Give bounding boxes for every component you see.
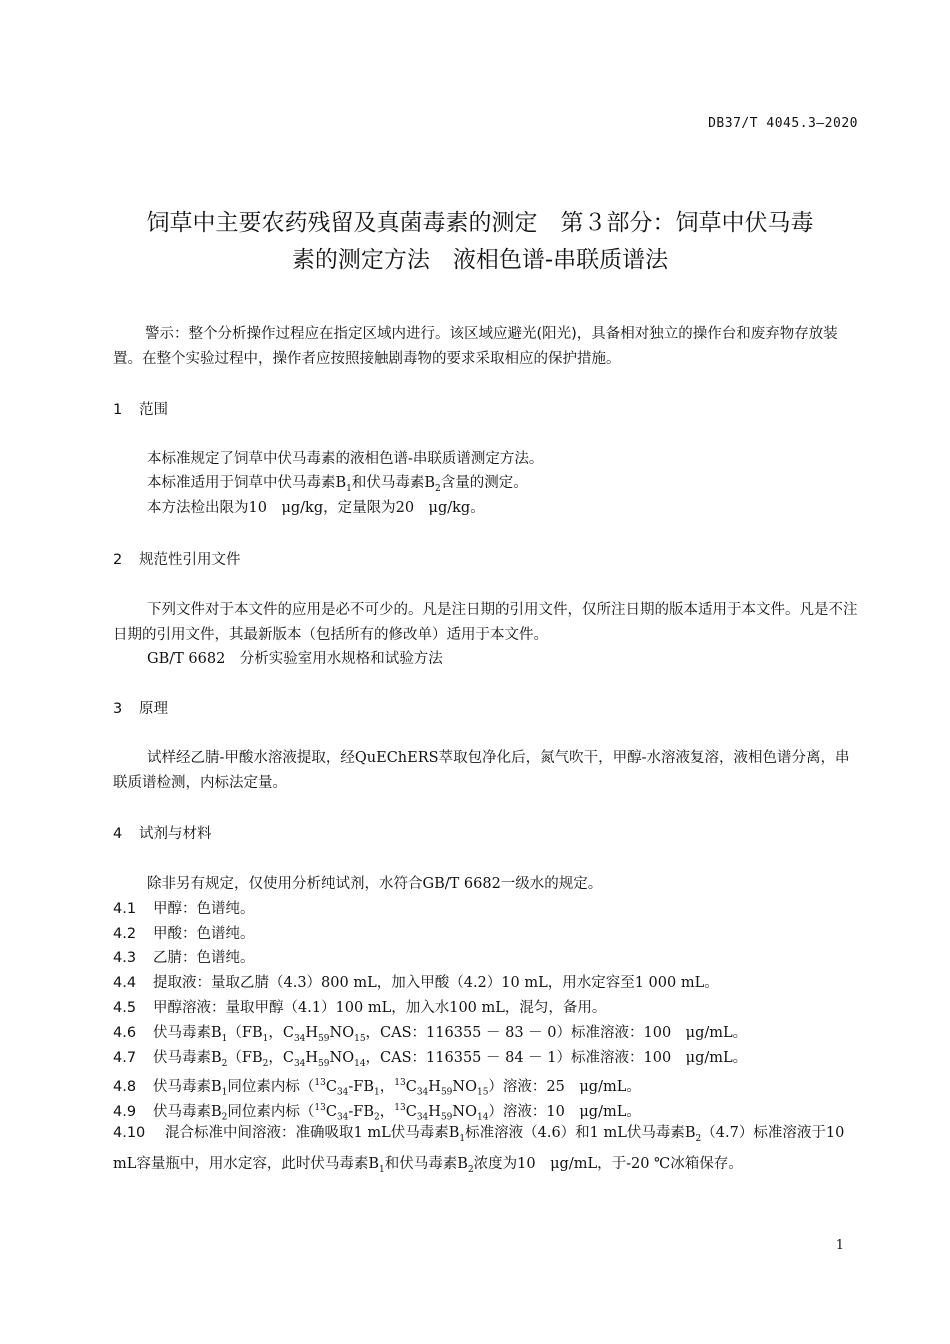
reagent-item: 4.10 混合标准中间溶液：准确吸取1 mL伏马毒素$B_1$标准溶液（4.6）和1 mL伏马毒素$B_2(4.7)$标准溶液于10 mL容量瓶中，用水定容，此时伏马毒素$B_1$和伏马毒素$B_2$浓度为10 μg/mL，于-20 ℃冰箱保存。 — [113, 1125, 845, 1175]
scope-paragraph-1: 本标准规定了饲草中伏马毒素的液相色谱-串联质谱测定方法。 — [147, 451, 544, 467]
page-number: 1 — [835, 1238, 844, 1253]
document-title-line2: 素的测定方法 液相色谱-串联质谱法 — [291, 247, 669, 273]
scope-paragraph-2: 本标准适用于饲草中伏马毒素$B_1$和伏马毒素$B_2$含量的测定。 — [147, 475, 528, 494]
section-title: 范围 — [139, 402, 168, 418]
section-number: 3 — [113, 701, 123, 717]
warning-paragraph: 警示：整个分析操作过程应在指定区域内进行。该区域应避光(阳光)，具备相对独立的操作台和废弃物存放装置。在整个实验过程中，操作者应按照接触剧毒物的要求采取相应的保护措施。 — [113, 326, 838, 367]
document-number: DB37/T 4045.3—2020 — [708, 116, 858, 131]
section-heading-scope — [113, 398, 168, 419]
section-number: 1 — [113, 402, 123, 418]
section-title: 原理 — [139, 701, 168, 717]
reagent-item: 4.1 甲醇：色谱纯。 — [113, 901, 255, 917]
document-title-line1: 饲草中主要农药残留及真菌毒素的测定 第３部分：饲草中伏马毒 — [146, 210, 814, 236]
reagents-intro: 除非另有规定，仅使用分析纯试剂，水符合GB/T 6682一级水的规定。 — [147, 876, 603, 892]
section-title: 试剂与材料 — [139, 826, 212, 842]
section-number: 4 — [113, 826, 123, 842]
reagent-item: 4.2 甲酸：色谱纯。 — [113, 926, 255, 942]
reagent-item: 4.3 乙腈：色谱纯。 — [113, 950, 255, 966]
scope-paragraph-3: 本方法检出限为10 μg/kg，定量限为20 μg/kg。 — [147, 500, 485, 516]
reagent-item: 4.4 提取液：量取乙腈（4.3）800 mL，加入甲酸（4.2）10 mL，用水定容至1 000 mL。 — [113, 975, 719, 991]
section-heading-principle — [113, 697, 168, 718]
section-heading-references — [113, 548, 241, 569]
references-paragraph: 下列文件对于本文件的应用是必不可少的。凡是注日期的引用文件，仅所注日期的版本适用于本文件。凡是不注日期的引用文件，其最新版本（包括所有的修改单）适用于本文件。 — [113, 602, 858, 643]
section-title: 规范性引用文件 — [139, 552, 241, 568]
reagent-item: 4.5 甲醇溶液：量取甲醇（4.1）100 mL，加入水100 mL，混匀，备用。 — [113, 1000, 607, 1016]
reagent-item: 4.6 伏马毒素$B_1(FB_1$，$C_{34}H_{59}NO_{15}$，CAS：116355 － 83 － 0）标准溶液：100 μg/mL。 — [113, 1025, 748, 1044]
section-heading-reagents — [113, 822, 212, 843]
reference-item: GB/T 6682 分析实验室用水规格和试验方法 — [147, 651, 443, 667]
reagent-item: 4.7 伏马毒素$B_2(FB_2$，$C_{34}H_{59}NO_{14}$，CAS：116355 － 84 － 1）标准溶液：100 μg/mL。 — [113, 1050, 748, 1069]
reagent-item: 4.9 伏马毒素$B_2$同位素内标（$^{13}C_{34}-FB_2$，$^{13}C_{34}H_{59}NO_{14}$）溶液：10 μg/mL。 — [113, 1103, 641, 1123]
reagent-item: 4.8 伏马毒素$B_1$同位素内标（$^{13}C_{34}-FB_1$，$^{13}C_{34}H_{59}NO_{15}$）溶液：25 μg/mL。 — [113, 1078, 641, 1098]
principle-paragraph: 试样经乙腈-甲酸水溶液提取，经QuEChERS萃取包净化后，氮气吹干，甲醇-水溶液复溶，液相色谱分离，串联质谱检测，内标法定量。 — [113, 750, 850, 791]
section-number: 2 — [113, 552, 123, 568]
